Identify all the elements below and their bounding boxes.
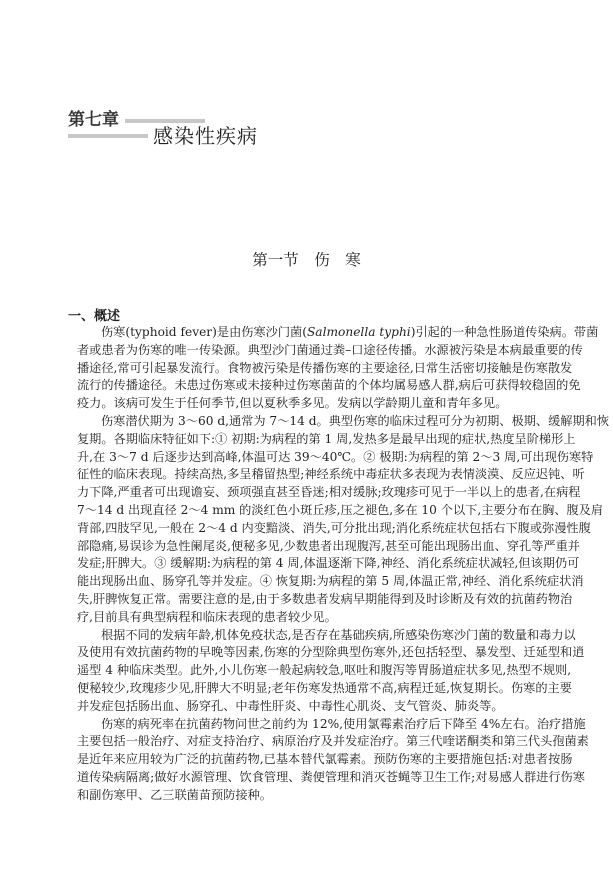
- paragraph-line: 流行的传播途径。未患过伤寒或未接种过伤寒菌苗的个体均属易感人群,病后可获得较稳固的免: [77, 378, 581, 393]
- paragraph-line: 者或患者为伤寒的唯一传染源。典型沙门菌通过粪–口途径传播。水源被污染是本病最重要的传: [77, 342, 583, 357]
- paragraph-line: 并发症包括肠出血、肠穿孔、中毒性肝炎、中毒性心肌炎、支气管炎、肺炎等。: [77, 698, 504, 713]
- paragraph-line: 和副伤寒甲、乙三联菌苗预防接种。: [77, 787, 272, 802]
- paragraph-line: 是近年来应用较为广泛的抗菌药物,已基本替代氯霉素。预防伤寒的主要措施包括:对患者按肠: [77, 752, 573, 767]
- section-title: 第一节 伤 寒: [252, 251, 361, 269]
- text-run: )引起的一种急性肠道传染病。带菌: [410, 325, 599, 339]
- paragraph-line: 力下降,严重者可出现谵妄、颈项强直甚至昏迷;相对缓脉;玫瑰疹可见于一半以上的患者,在病程: [77, 485, 581, 500]
- paragraph-line: 便秘较少,玫瑰疹少见,肝脾大不明显;老年伤寒发热通常不高,病程迁延,恢复期长。伤寒的主要: [77, 680, 572, 695]
- paragraph-line: 发症;肝脾大。③ 缓解期:为病程的第 4 周,体温逐渐下降,神经、消化系统症状减轻,但该期仍可: [77, 556, 580, 571]
- paragraph-line: 升,在 3～7 d 后逐步达到高峰,体温可达 39～40℃。② 极期:为病程的第 2～3 周,可出现伤寒特: [77, 449, 594, 464]
- chapter-title: 感染性疾病: [153, 124, 258, 148]
- paragraph-line: 失,肝脾恢复正常。需要注意的是,由于多数患者发病早期能得到及时诊断及有效的抗菌药物治: [77, 591, 573, 606]
- chapter-decor-bar-bottom: [68, 134, 148, 138]
- paragraph-line: 复期。各期临床特征如下:① 初期:为病程的第 1 周,发热多是最早出现的症状,热度呈阶梯形上: [77, 431, 576, 446]
- scientific-name: Salmonella typhi: [306, 325, 411, 339]
- paragraph-line: 伤寒的病死率在抗菌药物问世之前约为 12%,使用氯霉素治疗后下降至 4%左右。治疗措施: [101, 716, 586, 731]
- paragraph-line: 道传染病隔离;做好水源管理、饮食管理、粪便管理和消灭苍蝇等卫生工作;对易感人群进行伤寒: [77, 769, 585, 784]
- paragraph-line: 疫力。该病可发生于任何季节,但以夏秋季多见。发病以学龄期儿童和青年多见。: [77, 396, 508, 411]
- paragraph-line: 能出现肠出血、肠穿孔等并发症。④ 恢复期:为病程的第 5 周,体温正常,神经、消化系统症状消: [77, 574, 584, 589]
- paragraph-line: 遥型 4 种临床类型。此外,小儿伤寒一般起病较急,呕吐和腹泻等胃肠道症状多见,热型不规则,: [77, 663, 572, 678]
- body-text: [77, 324, 610, 805]
- paragraph-line: 伤寒潜伏期为 3～60 d,通常为 7～14 d。典型伤寒的临床过程可分为初期、极期、缓解期和恢: [101, 413, 610, 428]
- paragraph-line: 疗,目前具有典型病程和临床表现的患者较少见。: [77, 609, 337, 624]
- paragraph-line: 及使用有效抗菌药物的早晚等因素,伤寒的分型除典型伤寒外,还包括轻型、暴发型、迁延型和逍: [77, 645, 585, 660]
- paragraph-line: 7～14 d 出现直径 2～4 mm 的淡红色小斑丘疹,压之褪色,多在 10 个以下,主要分布在胸、腹及肩: [77, 502, 604, 517]
- subsection-heading: 一、概述: [68, 309, 121, 324]
- paragraph-line: 播途径,常可引起暴发流行。食物被污染是传播伤寒的主要途径,日常生活密切接触是伤寒散发: [77, 360, 573, 375]
- paragraph-line: 部隐痛,易误诊为急性阑尾炎,便秘多见,少数患者出现腹泻,甚至可能出现肠出血、穿孔等严重并: [77, 538, 580, 553]
- paragraph-line: 根据不同的发病年龄,机体免疫状态,是否存在基础疾病,所感染伤寒沙门菌的数量和毒力以: [101, 627, 576, 642]
- chapter-number: 第七章: [68, 110, 119, 130]
- paragraph-line: 主要包括一般治疗、对症支持治疗、病原治疗及并发症治疗。第三代喹诺酮类和第三代头孢菌素: [77, 734, 589, 749]
- paragraph-line: 征性的临床表现。持续高热,多呈稽留热型;神经系统中毒症状多表现为表情淡漠、反应迟钝、听: [77, 467, 585, 482]
- text-run: 伤寒(typhoid fever)是由伤寒沙门菌(: [101, 325, 307, 339]
- paragraph-line: 背部,四肢罕见,一般在 2～4 d 内变黯淡、消失,可分批出现;消化系统症状包括右下腹或弥漫性腹: [77, 520, 591, 535]
- paragraph-line: [77, 324, 599, 342]
